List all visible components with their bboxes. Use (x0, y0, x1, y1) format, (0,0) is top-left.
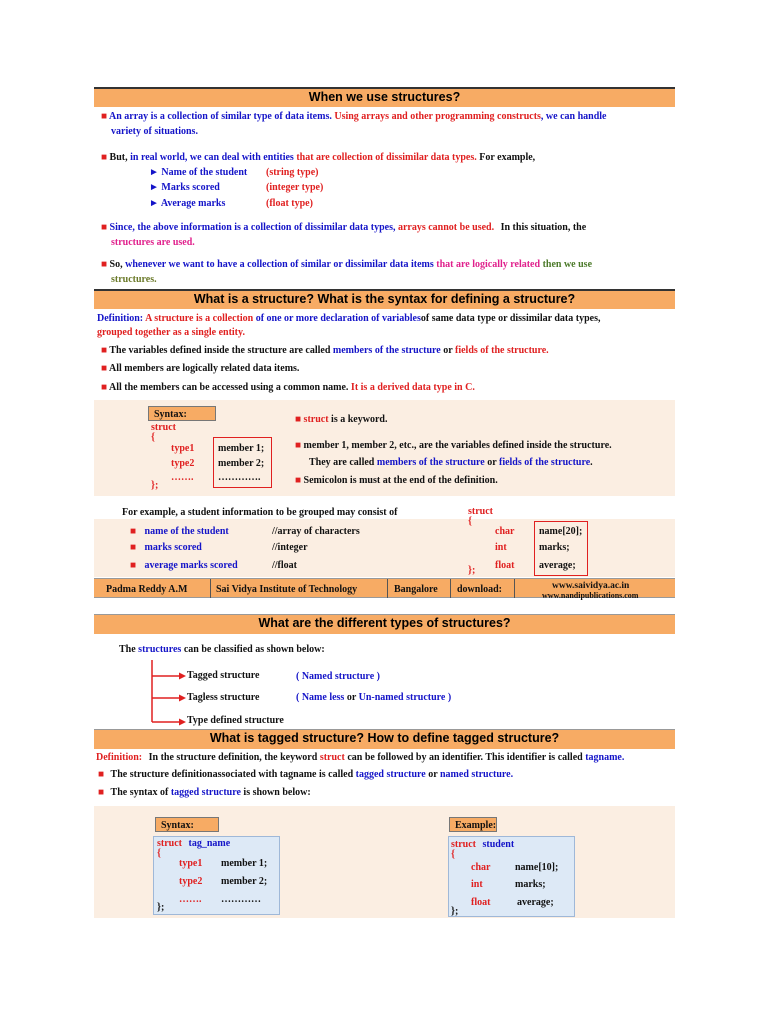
note-members-cont: They are called members of the structure or fields of the structure. (309, 457, 593, 468)
note-members (295, 440, 612, 451)
footer-city: Bangalore (394, 584, 438, 595)
code-close-brace: }; (151, 480, 159, 491)
bullet-square-icon: ■ (101, 382, 108, 393)
tagged-example-open: { (451, 849, 455, 860)
footer-url-1[interactable]: www.saividya.ac.in (552, 581, 630, 591)
text: or (346, 692, 357, 703)
text: student (482, 839, 515, 850)
bullet-square-icon: ■ (98, 787, 105, 798)
ex-code-member-average: average; (539, 560, 576, 571)
example-row-2 (130, 542, 202, 553)
bullet-so (101, 259, 592, 270)
tagged-example-type-char: char (471, 862, 491, 873)
text: members of the structure (332, 345, 441, 356)
type-tagless: Tagless structure (187, 692, 260, 703)
text: Average marks (160, 198, 226, 209)
code-member2: member 2; (218, 458, 265, 469)
example-row-3 (130, 560, 238, 571)
tagged-example-member-name: name[10]; (515, 862, 559, 873)
types-intro (119, 644, 325, 655)
text: Definition: (97, 313, 144, 324)
ex-code-open-brace: { (468, 516, 472, 527)
text: tag_name (188, 838, 231, 849)
footer-url-2[interactable]: www.nandipublications.com (542, 591, 639, 600)
text: can be classified as shown below: (183, 644, 325, 655)
text: that are collection of dissimilar data types. (296, 152, 477, 163)
tagged-definition (96, 752, 624, 763)
tagged-syntax-type2: type2 (179, 876, 203, 887)
bullet-since (101, 222, 586, 233)
text: The variables defined inside the structure are called (109, 345, 331, 356)
note-struct-keyword (295, 414, 387, 425)
bullet-square-icon: ■ (295, 414, 302, 425)
example-comment-1: //array of characters (272, 526, 360, 537)
text: For example, (479, 152, 536, 163)
footer-author: Padma Reddy A.M (106, 584, 188, 595)
text: members of the structure (376, 457, 485, 468)
bullet-square-icon: ■ (101, 259, 108, 270)
example-item-3 (149, 198, 225, 209)
footer-divider (210, 579, 211, 598)
bullet-real-world (101, 152, 535, 163)
type-tagged: Tagged structure (187, 670, 260, 681)
text: in real world, we can deal with entities (130, 152, 294, 163)
classification-tree-arrows (146, 660, 190, 726)
text: structures (138, 644, 182, 655)
section-title-types-of-structures: What are the different types of structures? (94, 614, 675, 634)
text: struct (451, 839, 476, 850)
text: Definition: (96, 752, 143, 763)
example-type-1: (string type) (266, 167, 319, 178)
tagged-example-header (451, 839, 514, 850)
text: that are logically related (436, 259, 541, 270)
bullet-square-icon: ■ (130, 526, 137, 537)
triangle-right-icon: ► (149, 198, 159, 209)
code-type1: type1 (171, 443, 195, 454)
bullet-square-icon: ■ (295, 475, 302, 486)
tagged-example-type-int: int (471, 879, 483, 890)
ex-code-type-float: float (495, 560, 515, 571)
text: arrays cannot be used. (397, 222, 495, 233)
text: or (428, 769, 438, 780)
text: struct (303, 414, 329, 425)
code-struct-keyword: struct (151, 422, 176, 433)
tagged-syntax-header (157, 838, 230, 849)
text: Un-named structure ) (358, 692, 452, 703)
text: marks scored (144, 542, 202, 553)
bullet-array (101, 111, 606, 122)
bullet-array-cont: variety of situations. (111, 126, 198, 137)
text: can be followed by an identifier. This identifier is called (347, 752, 583, 763)
bullet-square-icon: ■ (130, 542, 137, 553)
syntax-label: Syntax: (148, 406, 216, 421)
ex-code-close-brace: }; (468, 565, 476, 576)
section-title-tagged-structure: What is tagged structure? How to define tagged structure? (94, 729, 675, 749)
footer-divider (450, 579, 451, 598)
section-title-what-is-structure: What is a structure? What is the syntax for defining a structure? (94, 289, 675, 309)
example-comment-2: //integer (272, 542, 308, 553)
bullet-square-icon: ■ (295, 440, 302, 451)
bullet-square-icon: ■ (98, 769, 105, 780)
text: The structure definitionassociated with tagname is called (110, 769, 354, 780)
code-dots: ……. (171, 472, 194, 483)
text: They are called (309, 457, 375, 468)
text: Marks scored (161, 182, 220, 193)
text: of same data type or dissimilar data types, (420, 313, 601, 324)
example-type-2: (integer type) (266, 182, 324, 193)
text: is a keyword. (331, 414, 388, 425)
text: tagged structure (355, 769, 426, 780)
text: , we can handle (540, 111, 607, 122)
text: or (487, 457, 497, 468)
text: Name of the student (161, 167, 248, 178)
tagged-syntax-close: }; (157, 902, 165, 913)
section-title-when-use-structures: When we use structures? (94, 87, 675, 107)
text: Using arrays and other programming constructs (334, 111, 541, 122)
text: All the members can be accessed using a common name. (109, 382, 349, 393)
text: All members are logically related data items. (109, 363, 300, 374)
tagged-syntax-member2: member 2; (221, 876, 268, 887)
bullet-common-name (101, 382, 475, 393)
text: tagname. (585, 752, 625, 763)
footer-divider (387, 579, 388, 598)
bullet-tagged-syntax (98, 787, 311, 798)
footer-institute: Sai Vidya Institute of Technology (216, 584, 358, 595)
code-open-brace: { (151, 432, 155, 443)
text: In the structure definition, the keyword (148, 752, 318, 763)
example-item-1 (149, 167, 247, 178)
text: average marks scored (144, 560, 238, 571)
footer-divider (514, 579, 515, 598)
tagged-example-close: }; (451, 906, 459, 917)
bullet-tagged-def (98, 769, 513, 780)
structure-definition-cont: grouped together as a single entity. (97, 327, 245, 338)
triangle-right-icon: ► (149, 167, 159, 178)
text: fields of the structure (498, 457, 591, 468)
example-item-2 (149, 182, 220, 193)
bullet-logically-related (101, 363, 299, 374)
text: In this situation, the (500, 222, 587, 233)
text: Since, the above information is a collection of dissimilar data types, (109, 222, 396, 233)
text: It is a derived data type in C. (350, 382, 475, 393)
tagged-syntax-member1: member 1; (221, 858, 268, 869)
structure-definition (97, 313, 601, 324)
text: of one or more declaration of variables (255, 313, 421, 324)
text: But, (109, 152, 128, 163)
bullet-square-icon: ■ (101, 152, 108, 163)
tagged-syntax-dots1: ……. (179, 894, 202, 905)
tagged-syntax-type1: type1 (179, 858, 203, 869)
code-member-dots: …………. (218, 472, 261, 483)
tagged-example-label: Example: (449, 817, 497, 832)
text: An array is a collection of similar type of data items. (109, 111, 332, 122)
text: The syntax of (110, 787, 169, 798)
text: then we use (542, 259, 593, 270)
ex-code-type-char: char (495, 526, 515, 537)
text: ( Name less (296, 692, 345, 703)
example-row-1 (130, 526, 229, 537)
bullet-square-icon: ■ (130, 560, 137, 571)
text: Semicolon is must at the end of the definition. (303, 475, 498, 486)
text: whenever we want to have a collection of similar or dissimilar data items (125, 259, 434, 270)
text: member 1, member 2, etc., are the variables defined inside the structure. (303, 440, 612, 451)
text: named structure. (439, 769, 514, 780)
text: name of the student (144, 526, 229, 537)
code-member1: member 1; (218, 443, 265, 454)
tagged-example-member-average: average; (517, 897, 554, 908)
text: fields of the structure. (455, 345, 549, 356)
text: tagged structure (170, 787, 241, 798)
bullet-square-icon: ■ (101, 111, 108, 122)
tagged-example-member-marks: marks; (515, 879, 546, 890)
page-footer (94, 578, 675, 598)
type-tagged-note: ( Named structure ) (296, 671, 380, 682)
ex-code-type-int: int (495, 542, 507, 553)
text: or (443, 345, 453, 356)
text: A structure is a collection (145, 313, 254, 324)
tagged-syntax-label: Syntax: (155, 817, 219, 832)
triangle-right-icon: ► (149, 182, 159, 193)
bullet-since-cont: structures are used. (111, 237, 195, 248)
bullet-square-icon: ■ (101, 222, 108, 233)
text: is shown below: (243, 787, 311, 798)
footer-download: download: (457, 584, 503, 595)
bullet-square-icon: ■ (101, 363, 108, 374)
type-typedef: Type defined structure (187, 715, 284, 726)
text: struct (319, 752, 345, 763)
ex-code-member-marks: marks; (539, 542, 570, 553)
type-tagless-note (296, 692, 451, 703)
tagged-syntax-open: { (157, 848, 161, 859)
bullet-square-icon: ■ (101, 345, 108, 356)
example-comment-3: //float (272, 560, 297, 571)
code-type2: type2 (171, 458, 195, 469)
text: The (119, 644, 136, 655)
ex-code-member-name: name[20]; (539, 526, 583, 537)
text: struct (157, 838, 182, 849)
note-semicolon (295, 475, 498, 486)
example-type-3: (float type) (266, 198, 313, 209)
bullet-members (101, 345, 549, 356)
ex-code-struct: struct (468, 506, 493, 517)
tagged-example-type-float: float (471, 897, 491, 908)
tagged-syntax-dots2: ………… (221, 894, 261, 905)
bullet-so-cont: structures. (111, 274, 157, 285)
text: So, (109, 259, 123, 270)
example-intro: For example, a student information to be grouped may consist of (122, 507, 398, 518)
